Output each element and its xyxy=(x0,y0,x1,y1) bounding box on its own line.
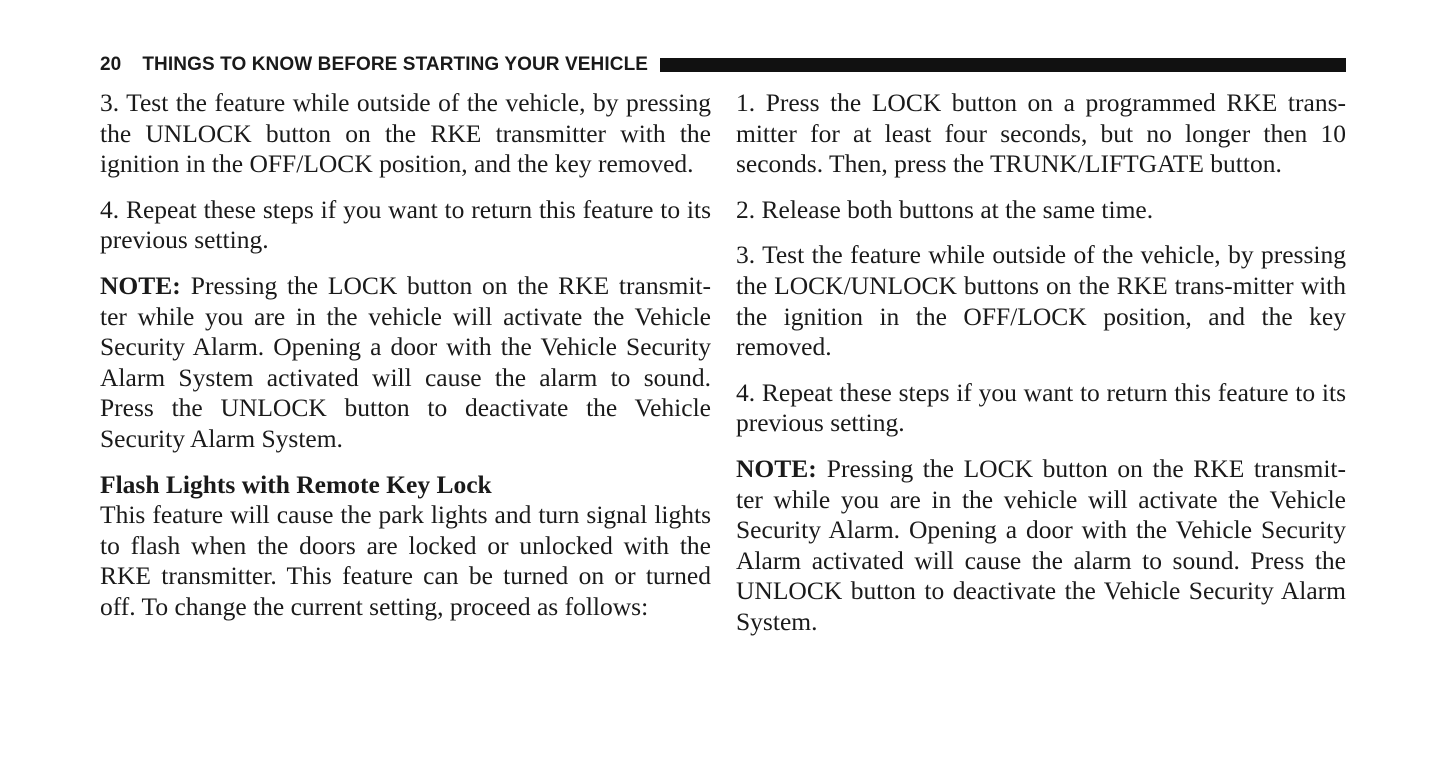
left-note xyxy=(100,271,711,455)
running-title: THINGS TO KNOW BEFORE STARTING YOUR VEHICLE xyxy=(142,54,649,75)
left-column xyxy=(100,88,711,623)
left-step-4: 4. Repeat these steps if you want to return this feature to its previous setting. xyxy=(100,194,711,255)
right-step-4: 4. Repeat these steps if you want to return this feature to its previous setting. xyxy=(736,377,1346,438)
right-column xyxy=(736,88,1346,653)
page-number: 20 xyxy=(100,54,122,75)
right-step-1: 1. Press the LOCK button on a programmed RKE trans-mitter for at least four seconds, but no longer then 10 seconds. Then, press the TRUNK/LIFTGATE button. xyxy=(736,88,1346,179)
right-step-2: 2. Release both buttons at the same time. xyxy=(736,194,1154,224)
page-header xyxy=(100,53,1346,77)
left-note-label: NOTE: xyxy=(100,270,181,300)
header-rule xyxy=(660,58,1346,72)
right-step-3: 3. Test the feature while outside of the vehicle, by pressing the LOCK/UNLOCK buttons on the RKE trans-mitter with the ignition in the OFF/LOCK position, and the key removed. xyxy=(736,240,1346,362)
right-note xyxy=(736,454,1346,638)
section-body: This feature will cause the park lights and turn signal lights to flash when the doors are locked or unlocked with the RKE transmitter. This feature can be turned on or turned off. To change the current setting, proceed as follows: xyxy=(100,500,711,621)
section-heading: Flash Lights with Remote Key Lock xyxy=(100,469,492,499)
left-step-3: 3. Test the feature while outside of the vehicle, by pressing the UNLOCK button on the RKE transmitter with the ignition in the OFF/LOCK position, and the key removed. xyxy=(100,88,711,179)
left-note-text: Pressing the LOCK button on the RKE transmit-ter while you are in the vehicle will activate the Vehicle Security Alarm. Opening a door with the Vehicle Security Alarm System activated will cause the alarm to sound. Press the UNLOCK button to deactivate the Vehicle Security Alarm System. xyxy=(100,270,711,453)
right-note-text: Pressing the LOCK button on the RKE transmit-ter while you are in the vehicle will activate the Vehicle Security Alarm. Opening a door with the Vehicle Security Alarm activated will cause the alarm to sound. Press the UNLOCK button to deactivate the Vehicle Security Alarm System. xyxy=(736,453,1346,636)
right-note-label: NOTE: xyxy=(736,453,817,483)
